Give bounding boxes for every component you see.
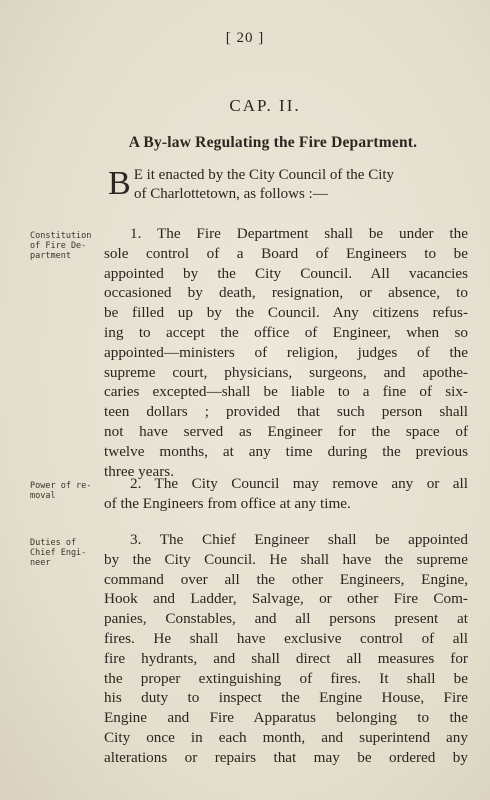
- chapter-heading: CAP. II.: [229, 96, 301, 115]
- sidenote-line: Chief Engi-: [30, 548, 87, 558]
- text-line: panies, Constables, and all persons present at: [104, 610, 468, 628]
- enact-line-2: of Charlottetown, as follows :—: [134, 186, 328, 202]
- enact-line-1: E it enacted by the City Council of the City: [133, 167, 395, 183]
- text-line: command over all the other Engineers, Engine,: [104, 570, 468, 588]
- text-line: Hook and Ladder, Salvage, or other Fire Com-: [104, 590, 468, 608]
- text-line: ing to accept the office of Engineer, when so: [104, 323, 468, 341]
- section-1: [104, 224, 468, 481]
- text-line: appointed—ministers of religion, judges of the: [104, 343, 468, 361]
- text-line: supreme court, physicians, surgeons, and apothe-: [104, 363, 468, 381]
- text-line: 2. The City Council may remove any or all: [130, 475, 468, 492]
- sidenote-line: Power of re-: [30, 481, 92, 491]
- sidenote-line: partment: [30, 251, 71, 261]
- text-line: occasioned by death, resignation, or absence, to: [104, 284, 468, 302]
- sidenote-removal: [30, 481, 102, 501]
- text-line: alterations or repairs that may be ordered by: [104, 748, 468, 766]
- section-2: [104, 474, 468, 514]
- text-line: teen dollars ; provided that such person shall: [104, 403, 468, 421]
- sidenote-constitution: [30, 231, 102, 261]
- text-line: of the Engineers from office at any time.: [104, 494, 351, 512]
- text-line: his duty to inspect the Engine House, Fire: [104, 689, 468, 707]
- text-line: appointed by the City Council. All vacancies: [104, 264, 468, 282]
- text-line: Engine and Fire Apparatus belonging to the: [104, 709, 468, 727]
- sidenote-line: moval: [30, 491, 56, 501]
- text-line: caries excepted—shall be liable to a fine of six-: [104, 383, 468, 401]
- bylaw-title: A By-law Regulating the Fire Department.: [128, 134, 418, 151]
- text-line: be filled up by the Council. Any citizens refus-: [104, 304, 468, 322]
- text-line: fires. He shall have exclusive control of all: [104, 629, 468, 647]
- section-3: [104, 530, 468, 768]
- text-line: the proper extinguishing of fires. It shall be: [104, 669, 468, 687]
- page-number: [ 20 ]: [225, 30, 265, 46]
- text-line: fire hydrants, and shall direct all measures for: [104, 649, 468, 667]
- text-line: 3. The Chief Engineer shall be appointed: [130, 531, 468, 548]
- text-line: three years.: [104, 462, 174, 480]
- sidenote-line: neer: [30, 558, 51, 568]
- text-line: not have served as Engineer for the space of: [104, 422, 468, 440]
- text-line: City once in each month, and superintend any: [104, 728, 468, 746]
- drop-cap: B: [108, 165, 131, 202]
- sidenote-line: Duties of: [30, 538, 77, 548]
- text-line: by the City Council. He shall have the supreme: [104, 550, 468, 568]
- enacting-clause: [108, 166, 468, 204]
- text-line: 1. The Fire Department shall be under the: [130, 225, 468, 242]
- sidenote-line: of Fire De-: [30, 241, 87, 251]
- text-line: twelve months, at any time during the previous: [104, 442, 468, 460]
- sidenote-line: Constitution: [30, 231, 92, 241]
- sidenote-duties: [30, 538, 102, 568]
- text-line: sole control of a Board of Engineers to be: [104, 244, 468, 262]
